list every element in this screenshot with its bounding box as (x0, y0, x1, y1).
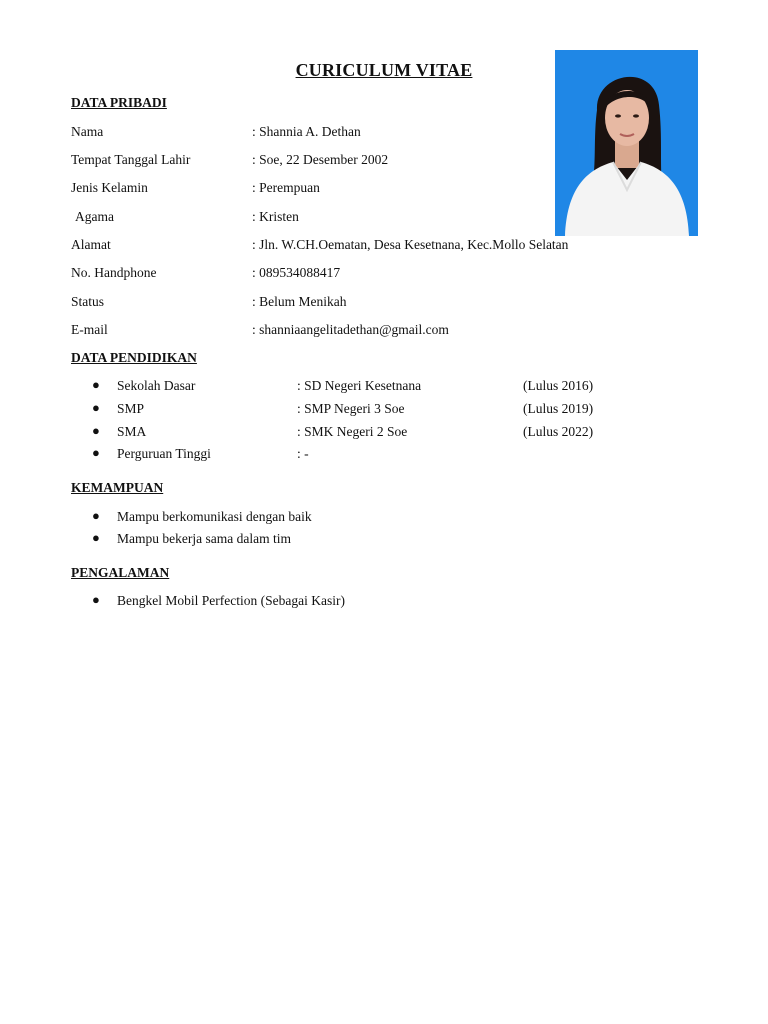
experience-item (92, 593, 712, 611)
email-value: : shanniaangelitadethan@gmail.com (252, 322, 449, 337)
section-title-experience: PENGALAMAN (71, 565, 170, 580)
education-item (92, 401, 712, 419)
field-label: Tempat Tanggal Lahir (71, 152, 191, 167)
education-year: (Lulus 2022) (523, 424, 594, 439)
skill-item (92, 531, 712, 549)
education-item (92, 378, 712, 396)
field-label: No. Handphone (71, 265, 157, 280)
field-label: Nama (71, 124, 104, 139)
personal-row-birth (71, 152, 711, 170)
personal-row-religion (71, 209, 711, 227)
education-level: Perguruan Tinggi (117, 446, 211, 461)
field-label: E-mail (71, 322, 108, 337)
bullet-icon: ● (92, 423, 100, 438)
skill-text: Mampu berkomunikasi dengan baik (117, 509, 312, 524)
education-year: (Lulus 2019) (523, 401, 594, 416)
bullet-icon: ● (92, 508, 100, 523)
personal-row-address (71, 237, 711, 255)
personal-row-email (71, 322, 711, 340)
education-item (92, 446, 712, 464)
education-school: : SD Negeri Kesetnana (297, 378, 422, 393)
education-school: : SMK Negeri 2 Soe (297, 424, 408, 439)
personal-row-gender (71, 180, 711, 198)
field-value: : Shannia A. Dethan (252, 124, 361, 139)
field-label: Status (71, 294, 105, 309)
education-year: (Lulus 2016) (523, 378, 594, 393)
bullet-icon: ● (92, 377, 100, 392)
education-level: Sekolah Dasar (117, 378, 196, 393)
education-item (92, 424, 712, 442)
section-title-education: DATA PENDIDIKAN (71, 350, 197, 365)
experience-text: Bengkel Mobil Perfection (Sebagai Kasir) (117, 593, 345, 608)
field-label: Jenis Kelamin (71, 180, 148, 195)
education-level: SMP (117, 401, 145, 416)
section-title-skills: KEMAMPUAN (71, 480, 164, 495)
field-value: : Kristen (252, 209, 299, 224)
field-label: Agama (75, 209, 114, 224)
section-title-personal: DATA PRIBADI (71, 95, 167, 110)
document-title: CURICULUM VITAE (295, 60, 473, 80)
personal-row-name (71, 124, 711, 142)
personal-row-status (71, 294, 711, 312)
skill-item (92, 509, 712, 527)
skill-text: Mampu bekerja sama dalam tim (117, 531, 291, 546)
bullet-icon: ● (92, 530, 100, 545)
education-school: : - (297, 446, 309, 461)
field-value: : Jln. W.CH.Oematan, Desa Kesetnana, Kec.Mollo Selatan (252, 237, 569, 252)
personal-row-phone (71, 265, 711, 283)
bullet-icon: ● (92, 445, 100, 460)
field-value: : Perempuan (252, 180, 320, 195)
field-value: : 089534088417 (252, 265, 341, 280)
education-level: SMA (117, 424, 147, 439)
field-value: : Belum Menikah (252, 294, 347, 309)
bullet-icon: ● (92, 400, 100, 415)
education-school: : SMP Negeri 3 Soe (297, 401, 405, 416)
bullet-icon: ● (92, 592, 100, 607)
field-label: Alamat (71, 237, 111, 252)
field-value: : Soe, 22 Desember 2002 (252, 152, 389, 167)
